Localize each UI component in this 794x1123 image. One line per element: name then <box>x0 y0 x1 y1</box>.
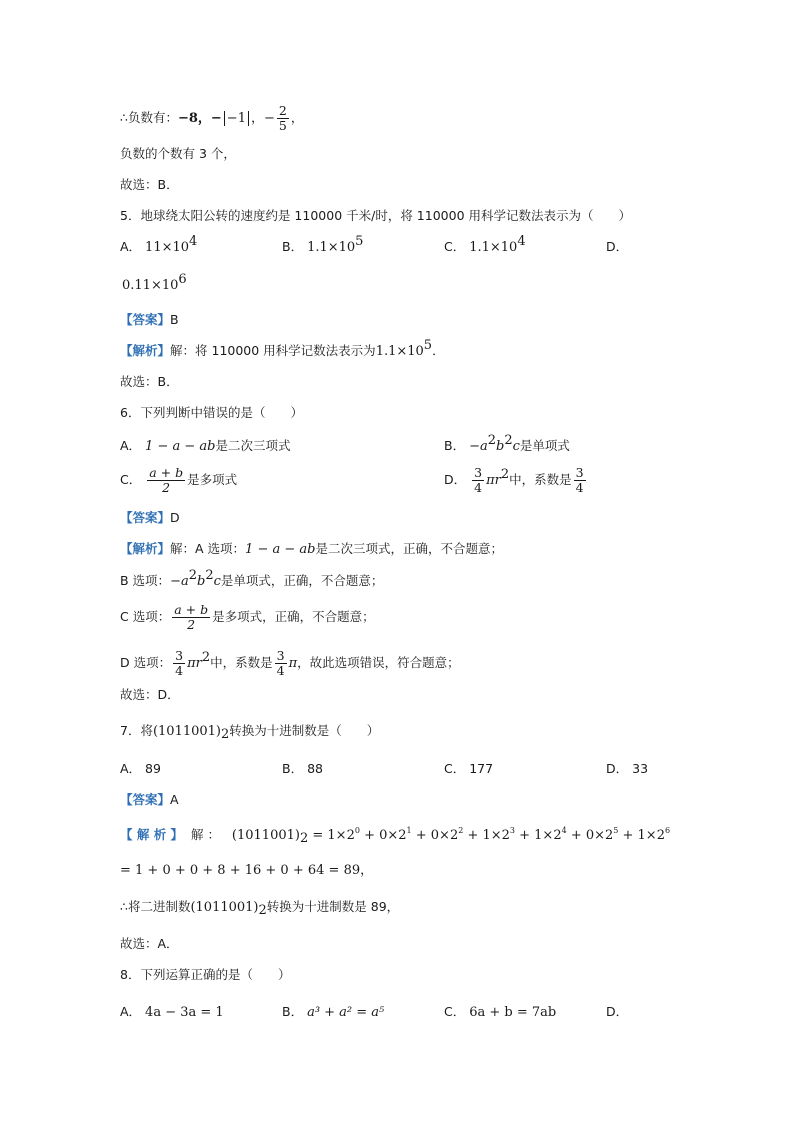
analysis-exponent: 5 <box>423 338 433 353</box>
fraction-numerator: 3 <box>276 648 285 663</box>
option-text: 33 <box>632 761 649 776</box>
q8-option-d <box>606 1003 628 1021</box>
option-text: 6a + b = 7ab <box>469 1005 557 1020</box>
analysis-expression: 1 − a − ab <box>245 542 316 557</box>
analysis-text: 是二次三项式，正确，不合题意； <box>315 541 503 556</box>
option-text: 是二次三项式 <box>215 438 291 453</box>
q5-option-d-letter <box>606 238 628 256</box>
q6-answer <box>120 509 180 527</box>
q5-option-a <box>120 234 198 257</box>
q7-option-b <box>282 760 323 778</box>
answer-tag: 【答案】 <box>120 510 171 525</box>
analysis-text: 是单项式，正确，不合题意； <box>220 573 384 588</box>
binary-base: 2 <box>221 727 230 742</box>
q8-option-c <box>444 1003 556 1022</box>
option-letter: A． <box>120 239 142 254</box>
expr-exponent: 2 <box>188 568 197 583</box>
q7-choose: 故选：A． <box>120 936 179 951</box>
option-letter: D． <box>606 761 629 776</box>
q7-stem <box>120 722 379 741</box>
option-text: 4a − 3a = 1 <box>145 1005 224 1020</box>
q7-answer <box>120 791 179 809</box>
option-letter: B． <box>444 438 466 453</box>
fraction-numerator: 2 <box>278 103 287 118</box>
option-text: 89 <box>145 761 161 776</box>
option-letter: A． <box>120 438 142 453</box>
analysis-fraction <box>172 603 210 632</box>
q7-conclusion <box>120 898 399 917</box>
binary-number: (1011001) <box>190 900 259 915</box>
conclusion-prefix: ∴将二进制数 <box>120 899 191 914</box>
fraction-denominator: 2 <box>162 480 171 495</box>
q8-option-a <box>120 1003 224 1022</box>
option-text: 177 <box>469 761 494 776</box>
option-exponent: 4 <box>189 234 198 249</box>
negatives-list-c: ，− <box>250 111 275 126</box>
conclusion-suffix: 转换为十进制数是 89， <box>266 899 400 914</box>
option-letter: B． <box>282 239 304 254</box>
analysis-text: ，故此选项错误，符合题意； <box>297 655 460 670</box>
q5-analysis <box>120 338 445 361</box>
q8-stem: 8．下列运算正确的是（ ） <box>120 967 291 982</box>
q6-stem: 6．下列判断中错误的是（ ） <box>120 405 303 420</box>
q5-answer <box>120 311 179 329</box>
analysis-text: 解：将 110000 用科学记数法表示为 <box>170 343 376 358</box>
option-fraction <box>472 466 484 495</box>
stem-prefix: 7．将 <box>120 723 153 738</box>
answer-value: A <box>170 792 179 807</box>
analysis-prefix: 解 ： <box>191 827 220 842</box>
analysis-base: 1.1×10 <box>375 344 424 359</box>
analysis-text: 是多项式，正确，不合题意； <box>212 609 375 624</box>
option-letter: C． <box>444 239 466 254</box>
binary-number: (1011001) <box>152 724 221 739</box>
option-letter: A． <box>120 1004 142 1019</box>
expr-part: c <box>213 574 221 589</box>
option-letter: C． <box>120 472 142 487</box>
binary-base: 2 <box>299 831 309 846</box>
negatives-abs-value: −1 <box>226 111 246 126</box>
fraction-numerator: a + b <box>174 602 209 617</box>
stem-suffix: 转换为十进制数是（ ） <box>229 723 380 738</box>
option-text: 是单项式 <box>519 438 570 453</box>
q6-option-a <box>120 437 290 456</box>
option-base: 1.1×10 <box>469 240 518 255</box>
expr-part: −a <box>469 439 488 454</box>
option-letter: C． <box>444 761 466 776</box>
answer-tag: 【答案】 <box>120 792 171 807</box>
analysis-prefix: C 选项： <box>120 609 171 624</box>
option-letter: D． <box>444 472 467 487</box>
option-base: 11×10 <box>145 240 190 255</box>
option-text: 88 <box>307 761 323 776</box>
q5-choose: 故选：B． <box>120 374 179 389</box>
q5-option-d-value <box>122 272 187 295</box>
q5-option-c <box>444 234 526 257</box>
q8-option-b <box>282 1003 384 1022</box>
fraction-denominator: 4 <box>474 480 483 495</box>
option-text: 是多项式 <box>187 472 238 487</box>
abs-bar-left <box>224 111 225 126</box>
option-base: 1.1×10 <box>307 240 356 255</box>
q6-analysis-c <box>120 603 375 632</box>
abs-bar-right <box>248 111 249 126</box>
q6-analysis-a <box>120 540 503 559</box>
analysis-mid: 中，系数是 <box>210 655 273 670</box>
fraction-denominator: 4 <box>575 480 584 495</box>
negatives-line <box>120 104 303 133</box>
expr-part: πr <box>187 656 202 671</box>
negatives-fraction <box>277 104 289 133</box>
option-fraction <box>147 466 185 495</box>
expr-exponent: 2 <box>205 568 214 583</box>
binary-number: (1011001) <box>231 828 300 843</box>
fraction-denominator: 5 <box>278 118 287 133</box>
expr-part: c <box>512 439 520 454</box>
q6-choose: 故选：D． <box>120 687 180 702</box>
analysis-tag: 【解析】 <box>120 541 171 556</box>
option-letter: D． <box>606 1004 629 1019</box>
option-letter: B． <box>282 1004 304 1019</box>
option-exponent: 5 <box>355 234 364 249</box>
expr-exponent: 2 <box>201 650 211 665</box>
negatives-list-a: −8，− <box>177 111 222 126</box>
fraction-numerator: 3 <box>474 465 483 480</box>
q6-option-c <box>120 466 237 495</box>
expr-exponent: 2 <box>504 433 513 448</box>
q7-expansion-sum: = 1 + 0 + 0 + 8 + 16 + 0 + 64 = 89， <box>120 863 374 878</box>
answer-value: B <box>170 312 179 327</box>
answer-value: D <box>170 510 180 525</box>
q7-option-c <box>444 760 493 778</box>
option-letter: D． <box>606 239 629 254</box>
fraction-numerator: a + b <box>149 465 184 480</box>
q7-option-a <box>120 760 161 778</box>
q6-option-b <box>444 433 570 456</box>
analysis-prefix: B 选项： <box>120 573 171 588</box>
analysis-end: ． <box>432 343 445 358</box>
expr-exponent: 2 <box>487 433 496 448</box>
fraction-numerator: 3 <box>575 465 584 480</box>
expr-part: b <box>197 574 206 589</box>
binary-base: 2 <box>258 903 267 918</box>
expr-part: πr <box>486 473 501 488</box>
q7-analysis <box>120 826 670 845</box>
fraction-denominator: 4 <box>276 663 285 678</box>
q6-analysis-b <box>120 568 384 591</box>
analysis-prefix: D 选项： <box>120 655 172 670</box>
option-text: 中，系数是 <box>509 472 572 487</box>
negatives-label: ∴负数有： <box>120 110 178 125</box>
fraction-numerator: 3 <box>175 648 184 663</box>
negatives-end: ， <box>290 110 304 125</box>
q6-analysis-d <box>120 649 460 678</box>
coefficient-fraction <box>574 466 586 495</box>
negatives-count-line: 负数的个数有 3 个， <box>120 146 236 161</box>
q6-option-d <box>444 466 588 495</box>
answer-tag: 【答案】 <box>120 312 171 327</box>
analysis-fraction <box>173 649 185 678</box>
q5-option-b <box>282 234 364 257</box>
analysis-tag: 【 解 析 】 <box>120 827 184 842</box>
q5-stem: 5．地球绕太阳公转的速度约是 110000 千米/时，将 110000 用科学记数法表示为（ ） <box>120 208 631 223</box>
option-letter: A． <box>120 761 142 776</box>
expr-part: −a <box>170 574 189 589</box>
analysis-tag: 【解析】 <box>120 343 171 358</box>
q4-choose: 故选：B． <box>120 177 179 192</box>
expr-exponent: 2 <box>500 467 510 482</box>
coefficient-pi: π <box>288 656 298 671</box>
coefficient-fraction <box>275 649 287 678</box>
option-base: 0.11×10 <box>122 278 179 293</box>
fraction-denominator: 2 <box>187 617 196 632</box>
option-letter: C． <box>444 1004 466 1019</box>
option-letter: B． <box>282 761 304 776</box>
option-exponent: 4 <box>517 234 526 249</box>
q7-option-d <box>606 760 648 778</box>
analysis-prefix: 解：A 选项： <box>170 541 246 556</box>
fraction-denominator: 4 <box>175 663 184 678</box>
expr-part: b <box>496 439 505 454</box>
option-text: a³ + a² = a⁵ <box>307 1005 385 1020</box>
option-expression: 1 − a − ab <box>145 439 216 454</box>
binary-expansion: = $1\times 2^0 + 0\times 2^1 + 0\times 2^2 + 1\times 2^3 + 1\times 2^4 + 0\times 2^5 + 1\times 2^6$ <box>308 826 671 843</box>
option-exponent: 6 <box>178 272 187 287</box>
